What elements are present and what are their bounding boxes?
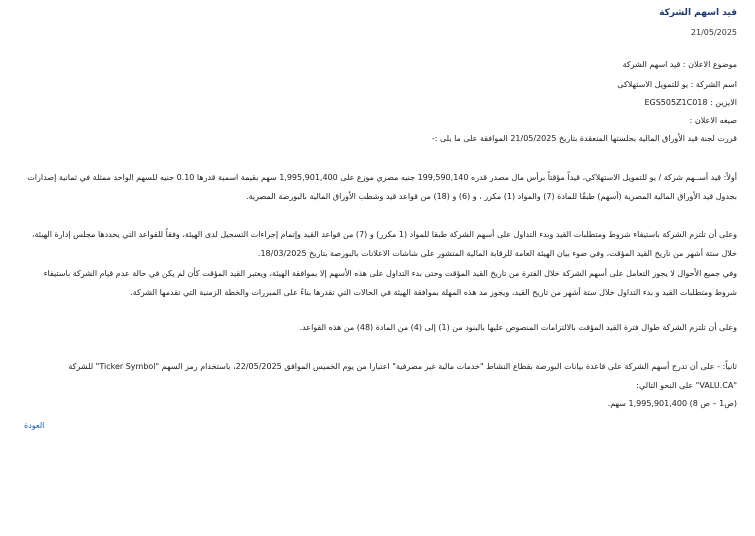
trading-restriction-paragraph: وفي جميع الأحوال لا يجوز التعامل على أسهم الشركة خلال الفترة من تاريخ القيد المؤقت وحتى بدء التداول على هذه الأسهم إلا بموافقة الهيئة، ويعتبر القيد المؤقت كأن لم يكن في حالة عدم قيام الشركة باستيفاء شروط ومتطلبات القيد و بدء التداول خلال ستة أشهر من تاريخ القيد، ويجوز مد هذه المهلة بموافقة الهيئة في الحالات التي تقدرها بناءً على المبررات والخطة الزمنية التي تقدمها الشركة. [43, 269, 737, 297]
obligations-paragraph: وعلى أن تلتزم الشركة طوال فترة القيد المؤقت بالالتزامات المنصوص عليها بالبنود من (1) إلى (4) من المادة (48) من هذه القواعد. [299, 323, 737, 332]
listing-conditions-paragraph: وعلى أن تلتزم الشركة باستيفاء شروط ومتطلبات القيد وبدء التداول على أسهم الشركة طبقا للمواد (1 مكرر) و (7) من قواعد القيد وإتمام إجراءات التسجيل لدى الهيئة، وفقاً للقواعد التي يحددها مجلس إدارة الهيئة، خلال ستة أشهر من تاريخ القيد المؤقت، وفي ضوء بيان الهيئة العامة للرقابة المالية المنشور على شاشات الاعلانات بالبورصة بتاريخ 18/03/2025. [31, 230, 737, 258]
first-decision-paragraph: أولاً: قيد أســهم شركة / يو للتمويل الاستهلاكي، قيداً مؤقتاً برأس مال مصدر قدره 199,590,140 جنيه مصري موزع على 1,995,901,400 سهم بقيمة اسمية قدرها 0.10 جنيه للسهم الواحد ممثلة في ثمانية إصدارات بجدول قيد الأوراق المالية المصرية (أسهم) طبقًا للمادة (7) والمواد (1) مكرر ، و (6) و (18) من قواعد قيد وشطب الأوراق المالية بالبورصة المصرية. [27, 173, 737, 201]
company-name-line: اسم الشركة : يو للتمويل الاستهلاكى [617, 80, 737, 89]
subject-line: موضوع الاعلان : قيد اسهم الشركة [622, 60, 737, 69]
shares-count-line: (ص1 – ص 8) 1,995,901,400 سهم. [607, 399, 737, 408]
second-decision-paragraph: ثانياً: - على أن تدرج أسهم الشركة على قاعدة بيانات البورصة بقطاع النشاط "خدمات مالية غير مصرفية" اعتبارا من يوم الخميس الموافق 22/05/2025، باستخدام رمز السهم "Ticker Symbol" للشركة "VALU.CA" على النحو التالي: [68, 362, 737, 390]
committee-approval-line: قررت لجنة قيد الأوراق المالية بجلستها المنعقدة بتاريخ 21/05/2025 الموافقة على ما يلى :- [431, 134, 737, 143]
page-title: قيد اسهم الشركة [659, 8, 737, 18]
announcement-date: 21/05/2025 [690, 28, 737, 37]
announcement-form-label: صيغه الاعلان : [689, 116, 737, 125]
back-link[interactable]: العودة [24, 421, 45, 430]
isin-line: الايزين : EGS505Z1C018 [644, 98, 737, 107]
